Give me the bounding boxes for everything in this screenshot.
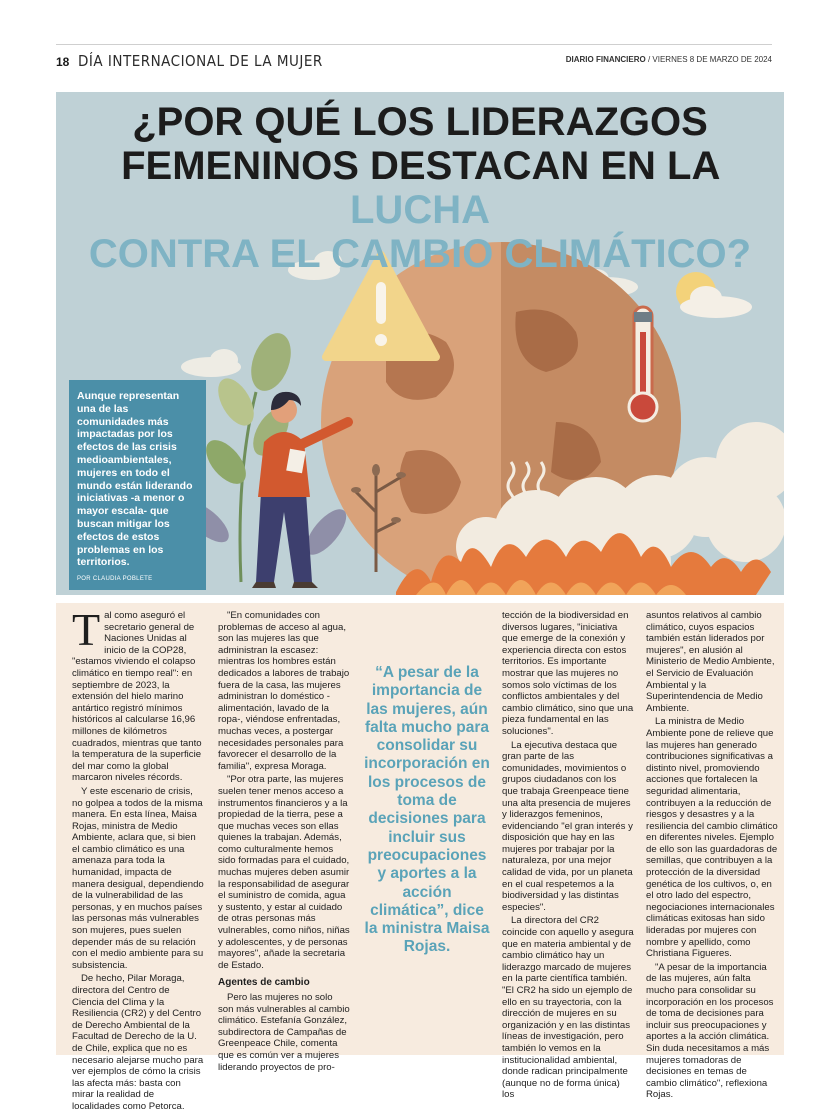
headline-line-1: ¿POR QUÉ LOS LIDERAZGOS (132, 100, 708, 144)
paragraph: "En comunidades con problemas de acceso al agua, son las mujeres las que administran la escasez: mientras los hombres están dedicados a labores de trabajo fuera de la casa, las mujeres administran lo doméstico -alimentación, lavado de la ropa-, viéndose enfrentadas, muchas veces, a postergar necesidades personales para favorecer el desarrollo de la familia", expresa Moraga. (218, 610, 350, 772)
paragraph: La directora del CR2 coincide con aquello y asegura que en materia ambiental y de cambio climático hay un liderazgo marcado de mujeres en la parte científica también. "El CR2 ha sido un ejemplo de ello en su trayectoria, con la dirección de mujeres en su organización y en las distintas líneas de investigación, pero también lo vemos en la institucionalidad ambiental, donde radican principalmente (aunque no de forma única) los (502, 915, 634, 1101)
drop-cap: T (72, 604, 101, 655)
paragraph: Pero las mujeres no solo son más vulnerables al cambio climático. Estefanía González, subdirectora de Campañas de Greenpeace Chile, comenta que es común ver a mujeres liderando proyectos de pro- (218, 992, 350, 1073)
article-column-1 (72, 604, 204, 1115)
article-column-3 (502, 610, 634, 1103)
paragraph: "Por otra parte, las mujeres suelen tener menos acceso a instrumentos financieros y a la propiedad de la tierra, pese a que muchas veces son ellas quienes la trabajan. Además, como culturalmente hemos sido formadas para el cuidado, muchas mujeres deben asumir la responsabilidad de asegurar el suministro de comida, agua y sustento, y estar al cuidado de otras personas más vulnerables, como niños, niñas y adolescentes, y de personas mayores", añade la secretaria de Estado. (218, 774, 350, 971)
intro-box (69, 380, 206, 590)
page-number: 18 (56, 55, 70, 69)
sun-icon (676, 272, 752, 318)
publication-date: VIERNES 8 DE MARZO DE 2024 (652, 55, 772, 64)
section-title: DÍA INTERNACIONAL DE LA MUJER (78, 52, 323, 70)
headline-line-2 (56, 144, 784, 232)
page-header (56, 44, 772, 69)
intro-text: Aunque representan una de las comunidades más impactadas por los efectos de las crisis medioambientales, mujeres en todo el mundo están liderando iniciativas -a menor o mayor escala- que buscan mitigar los efectos de estos problemas en los territorios. (77, 390, 193, 569)
paragraph (72, 604, 204, 784)
thermometer-icon (629, 307, 657, 421)
subheading: Agentes de cambio (218, 977, 310, 989)
paragraph: La ejecutiva destaca que gran parte de las comunidades, movimientos o grupos ciudadanos con los que trabaja Greenpeace tiene una alta presencia de mujeres y liderazgos femeninos, evidenciando "el gran interés y disposición que hay en las mujeres por trabajar por la naturaleza, por una mejor calidad de vida, por un planeta en el cual respetemos a la biodiversidad y las distintas especies". (502, 739, 633, 913)
pull-quote: “A pesar de la importancia de las mujeres, aún falta mucho para consolidar su incorporación en los procesos de toma de decisiones para incluir sus preocupaciones y aportes a la acción climática”, dice la ministra Maisa Rojas. (364, 664, 490, 956)
headline-line-2-dark: FEMENINOS DESTACAN EN LA (121, 144, 719, 188)
paragraph: tección de la biodiversidad en diversos lugares, "iniciativa que emerge de la conexión y experiencia directa con estos territorios. Es importante mostrar que las mujeres no somos solo víctimas de los conflictos ambientales y del cambio climático, sino que una pieza fundamental en las soluciones". (502, 610, 634, 737)
headline (56, 100, 784, 276)
paragraph: De hecho, Pilar Moraga, directora del Centro de Ciencia del Clima y la Resiliencia (CR2) y del Centro de Derecho Ambiental de la Facultad de Derecho de la U. de Chile, explica que no es necesario alejarse mucho para ver ejemplos de cómo la crisis las afecta más: basta con mirar la realidad de localidades como Petorca. (72, 973, 204, 1112)
paragraph: asuntos relativos al cambio climático, cuyos espacios también están liderados por mujeres", en alusión al Ministerio de Medio Ambiente, el Servicio de Evaluación Ambiental y la Superintendencia de Medio Ambiente. (646, 610, 775, 714)
paragraph: Y este escenario de crisis, no golpea a todos de la misma manera. En esta línea, Maisa Rojas, ministra de Medio Ambiente, aclara que, si bien el cambio climático es una amenaza para toda la humanidad, impacta de manera desigual, dependiendo de la vulnerabilidad de las personas, y en muchos países las personas más vulnerables son mujeres, pues suelen depender más de su relación con el medio ambiente para su subsistencia. (72, 785, 204, 971)
paragraph: "A pesar de la importancia de las mujeres, aún falta mucho para consolidar su incorporación en los procesos de toma de decisiones para incluir sus preocupaciones y aportes a la acción climática. Sin duda necesitamos a más mujeres tomadoras de decisiones en temas de cambio climático", reflexiona Rojas. (646, 961, 774, 1101)
headline-line-3: CONTRA EL CAMBIO CLIMÁTICO? (88, 232, 752, 276)
paragraph-text: al como aseguró el secretario general de Naciones Unidas al inicio de la COP28, "estamos viviendo el colapso climático en tiempo real": en septiembre de 2023, la extensión del hielo marino antártico registró mínimos históricos al calcularse 16,96 millones de kilómetros cuadrados, mientras que tanto la temperatura de la superficie del mar como la global marcaron niveles récords. (72, 610, 202, 784)
article-column-4 (646, 610, 778, 1103)
article-column-2 (218, 610, 350, 1075)
paragraph: La ministra de Medio Ambiente pone de relieve que las mujeres han generado contribuciones significativas a distinto nivel, promoviendo acciones que fortalecen la seguridad alimentaria, contribuyen a la reducción de riesgos y desastres y a la resiliencia del cambio climático en diferentes niveles. Ejemplo de ello son las guardadoras de semillas, que contribuyen a la protección de la diversidad genética de los cultivos, o, en el otro lado del espectro, negociaciones internacionales climáticas exitosas han sido lideradas por mujeres con nombre y apellido, como Christiana Figueres. (646, 716, 778, 960)
publication-info: DIARIO FINANCIERO / VIERNES 8 DE MARZO DE 2024 (565, 55, 772, 64)
headline-line-2-blue: LUCHA (350, 188, 490, 232)
byline: POR CLAUDIA POBLETE (77, 576, 153, 583)
publication-name: DIARIO FINANCIERO (565, 55, 646, 64)
